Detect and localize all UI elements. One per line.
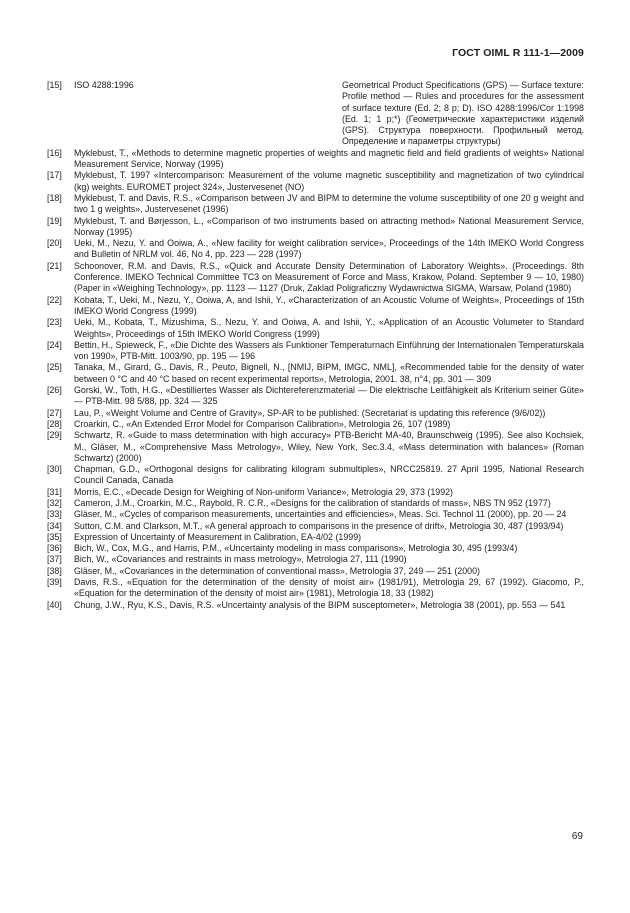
reference-item [47, 419, 584, 430]
reference-number: [20] [47, 238, 62, 249]
reference-number: [28] [47, 418, 62, 429]
reference-number: [15] [47, 80, 62, 90]
reference-item [47, 554, 584, 565]
reference-text: Chapman, G.D., «Orthogonal designs for calibrating kilogram submultiples», NRCC25819. 27 April 1995, National Research Council Canada, Canada [74, 464, 584, 486]
reference-text: Kobata, T., Ueki, M., Nezu, Y., Ooiwa, A, and Ishii, Y., «Characterization of an Acoustic Volume of Weights», Proceedings of 15th IMEKO World Congress (1999) [74, 294, 584, 316]
reference-text: Bich, W., «Covariances and restraints in mass metrology», Metrologia 27, 111 (1990) [74, 554, 407, 565]
reference-text: Ueki, M., Nezu, Y. and Ooiwa, A., «New facility for weight calibration service», Proceedings of the 14th IMEKO World Congress and Bulletin of NRLM vol. 46, No 4, pp. 223 — 228 (1997) [74, 238, 584, 260]
reference-number: [22] [47, 294, 62, 305]
page-number: 69 [571, 831, 583, 842]
reference-number: [39] [47, 577, 62, 588]
reference-number: [32] [47, 497, 62, 508]
reference-item [47, 148, 584, 171]
reference-item [47, 317, 584, 340]
reference-number: [17] [47, 170, 62, 181]
document-header: ГОСТ OIML R 111-1—2009 [452, 47, 584, 59]
reference-item [47, 261, 584, 295]
reference-number: [27] [47, 407, 62, 418]
reference-text: Morris, E.C., «Decade Design for Weighing of Non-uniform Variance», Metrologia 29, 373 (1992) [74, 486, 454, 497]
reference-number: [37] [47, 554, 62, 565]
reference-number: [33] [47, 509, 62, 520]
reference-item [47, 600, 584, 611]
reference-item [47, 80, 584, 148]
reference-text: Gorski, W., Toth, H.G., «Destilliertes Wasser als Dichtereferenzmaterial — Die elektrische Leitfähigkeit als Kriterium seiner Güte» — PTB-Mitt. 98 5/88, pp. 324 — 325 [74, 385, 584, 407]
reference-number: [23] [47, 317, 62, 328]
reference-number: [34] [47, 520, 62, 531]
reference-list [47, 80, 584, 611]
reference-text: Myklebust, T. 1997 «Intercomparison: Measurement of the volume magnetic susceptibility and magnetization of two cylindrical (kg) weights. EUROMET project 324», Justervesenet (NO) [74, 170, 584, 192]
reference-item [47, 577, 584, 600]
reference-text: Myklebust, T. and Davis, R.S., «Comparison between JV and BIPM to determine the volume susceptibility of one 20 g weight and two 1 g weights», Justervesenet (1996) [74, 192, 584, 215]
reference-number: [29] [47, 430, 62, 441]
reference-text: Myklebust, T., «Methods to determine magnetic properties of weights and magnetic field and field gradients of weights» National Measurement Service, Norway (1995) [74, 147, 584, 170]
standard-title: Geometrical Product Specifications (GPS) — Surface texture: Profile method — Rules and procedures for the assessment of surface texture (Ed. 2; 8 p; D). ISO 4288:1996/Cor 1:1998 (Ed. 1; 1 p;*) (Геометрические характеристики изделий (GPS). Структура поверхности. Профильный метод. Определение и параметры структуры) [342, 80, 584, 147]
reference-item [47, 566, 584, 577]
reference-item [47, 430, 584, 464]
reference-item [47, 295, 584, 318]
reference-text: Croarkin, C., «An Extended Error Model for Comparison Calibration», Metrologia 26, 107 (1989) [74, 418, 451, 429]
standard-code: ISO 4288:1996 [74, 80, 134, 90]
reference-number: [24] [47, 339, 62, 350]
reference-text: Davis, R.S., «Equation for the determination of the density of moist air» (1981/91), Metrologia 29, 67 (1992). Giacomo, P., «Equation for the determination of the density of moist air» (1981), Metrologia 18, 33 (1982) [74, 577, 584, 599]
reference-number: [21] [47, 260, 62, 271]
reference-number: [30] [47, 464, 62, 475]
reference-item [47, 487, 584, 498]
reference-item [47, 543, 584, 554]
reference-rows [47, 148, 584, 611]
reference-item [47, 521, 584, 532]
reference-item [47, 216, 584, 239]
reference-item [47, 170, 584, 193]
reference-text: Cameron, J.M., Croarkin, M.C., Raybold, R. C.R., «Designs for the calibration of standards of mass», NBS TN 952 (1977) [74, 497, 551, 508]
reference-number: [19] [47, 215, 62, 226]
reference-number: [35] [47, 531, 62, 542]
reference-text: Schwartz, R. «Guide to mass determination with high accuracy» PTB-Bericht MA-40, Braunschweig (1995). See also Kochsiek, M., Gläser, M., «Comprehensive Mass Metrology», Wiley, New York, Sec.3.4, «Mass determination with balances» (Roman Schwartz) (2000) [74, 430, 584, 463]
reference-text: Sutton, C.M. and Clarkson, M.T., «A general approach to comparisons in the presence of drift», Metrologia 30, 487 (1993/94) [74, 520, 564, 531]
reference-text: Bich, W., Cox, M.G., and Harris, P.M., «Uncertainty modeling in mass comparisons», Metrologia 30, 495 (1993/4) [74, 543, 518, 554]
reference-text: Ueki, M., Kobata, T., Mizushima, S., Nezu, Y. and Ooiwa, A. and Ishii, Y., «Application of an Acoustic Volumeter to Standard Weights», Proceedings of 15th IMEKO World Congress (1999) [74, 317, 584, 339]
reference-item [47, 340, 584, 363]
reference-item [47, 464, 584, 487]
reference-text: Chung, J.W., Ryu, K.S., Davis, R.S. «Uncertainty analysis of the BIPM susceptometer», Metrologia 38 (2001), pp. 553 — 541 [74, 599, 566, 610]
reference-text: Lau, P., «Weight Volume and Centre of Gravity», SP-AR to be published. (Secretariat is updating this reference (9/6/02)) [74, 407, 546, 418]
reference-text: Tanaka, M., Girard, G., Davis, R., Peuto, Bignell, N., [NMIJ, BIPM, IMGC, NML], «Recommended table for the density of water between 0 °C and 40 °C based on recent experimental reports», Metrologia, 2001. 38, n°4, pp. 301 — 309 [74, 362, 584, 384]
reference-item [47, 509, 584, 520]
reference-number: [18] [47, 192, 62, 203]
reference-item [47, 362, 584, 385]
reference-text: Myklebust, T. and Børjesson, L., «Comparison of two instruments based on attracting method» National Measurement Service, Norway (1995) [74, 215, 584, 237]
reference-item [47, 385, 584, 408]
reference-text: Gläser, M., «Cycles of comparison measurements, uncertainties and efficiencies», Meas. Sci. Technol 11 (2000), pp. 20 — 24 [74, 509, 567, 520]
reference-item [47, 193, 584, 216]
reference-number: [38] [47, 565, 62, 576]
reference-item [47, 238, 584, 261]
reference-number: [25] [47, 362, 62, 373]
reference-text: Schoonover, R.M. and Davis, R.S., «Quick and Accurate Density Determination of Laboratory Weights». (Proceedings. 8th Conference. IMEKO Technical Committee TC3 on Measurement of Force and Mass, Krakow, Poland. September 9 — 10, 1980) (Paper in «Weighing Technology», pp. 1123 — 1127 (Druk, Zaklad Poligraficzny Wydawnictwa SIGMA, Warsaw, Poland (1980) [74, 260, 584, 294]
reference-number: [31] [47, 486, 62, 497]
reference-text: Bettin, H., Spieweck, F., «Die Dichte des Wassers als Funktioner Temperaturnach Einführung der Internationalen Temperaturskala von 1990», PTB-Mitt. 1003/90, pp. 195 — 196 [74, 339, 584, 362]
reference-text: Gläser, M., «Covariances in the determination of conventional mass», Metrologia 37, 249 — 251 (2000) [74, 565, 481, 576]
reference-item [47, 408, 584, 419]
reference-number: [36] [47, 543, 62, 554]
reference-item [47, 498, 584, 509]
reference-text: Expression of Uncertainty of Measurement in Calibration, EA-4/02 (1999) [74, 531, 362, 542]
reference-number: [40] [47, 599, 62, 610]
reference-number: [26] [47, 385, 62, 396]
reference-number: [16] [47, 147, 62, 158]
reference-item [47, 532, 584, 543]
